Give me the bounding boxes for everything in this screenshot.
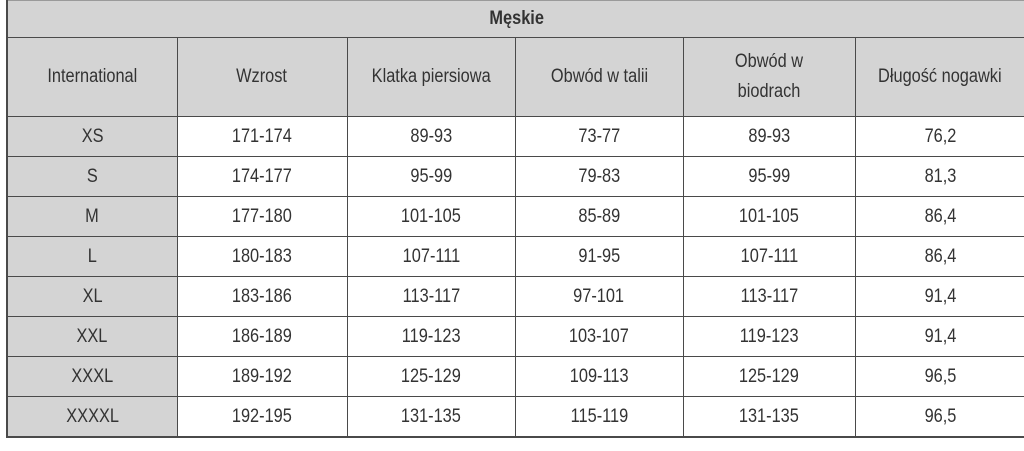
- table-cell-dlugosc-nogawki: [855, 277, 1024, 317]
- table-cell-wzrost: [177, 317, 347, 357]
- table-title: [7, 1, 1024, 38]
- cell-value: XL: [82, 285, 103, 307]
- table-cell-klatka-piersiowa: [347, 237, 515, 277]
- table-cell-klatka-piersiowa: [347, 197, 515, 237]
- table-row: [7, 237, 1024, 277]
- table-title-row: [7, 1, 1024, 38]
- table-cell-obwod-w-biodrach: [683, 277, 855, 317]
- table-cell-obwod-w-talii: [515, 357, 683, 397]
- cell-value: 125-129: [739, 365, 799, 387]
- cell-value: 125-129: [401, 365, 461, 387]
- cell-value: 113-117: [740, 285, 798, 307]
- cell-value: 192-195: [232, 405, 292, 427]
- table-cell-obwod-w-biodrach: [683, 117, 855, 157]
- column-header-wzrost: Wzrost: [177, 38, 347, 117]
- cell-value: L: [87, 245, 97, 267]
- table-cell-dlugosc-nogawki: [855, 317, 1024, 357]
- cell-value: 81,3: [924, 165, 956, 187]
- column-header-klatka-piersiowa: Klatka piersiowa: [347, 38, 515, 117]
- table-cell-wzrost: [177, 357, 347, 397]
- table-row: [7, 357, 1024, 397]
- table-cell-obwod-w-biodrach: [683, 157, 855, 197]
- cell-value: 119-123: [401, 325, 461, 347]
- column-header-dlugosc-nogawki: Długość nogawki: [855, 38, 1024, 117]
- cell-value: 171-174: [232, 125, 292, 147]
- cell-value: 91-95: [578, 245, 620, 267]
- table-cell-klatka-piersiowa: [347, 397, 515, 438]
- table-cell-obwod-w-biodrach: [683, 357, 855, 397]
- table-cell-dlugosc-nogawki: [855, 397, 1024, 438]
- cell-value: 91,4: [924, 325, 956, 347]
- cell-value: XXXXL: [65, 405, 119, 427]
- cell-value: 113-117: [402, 285, 460, 307]
- cell-value: 91,4: [924, 285, 956, 307]
- column-header-obwod-w-talii: Obwód w talii: [515, 38, 683, 117]
- table-row: [7, 317, 1024, 357]
- table-cell-size: [7, 117, 177, 157]
- cell-value: 73-77: [578, 125, 620, 147]
- table-row: [7, 117, 1024, 157]
- table-cell-size: [7, 357, 177, 397]
- table-cell-size: [7, 237, 177, 277]
- table-cell-klatka-piersiowa: [347, 317, 515, 357]
- cell-value: 89-93: [748, 125, 790, 147]
- cell-value: 86,4: [924, 245, 956, 267]
- cell-value: 96,5: [924, 365, 956, 387]
- size-chart-table: [6, 0, 1024, 438]
- column-header-obwod-w-biodrach: Obwód w biodrach: [683, 38, 855, 117]
- cell-value: 103-107: [569, 325, 629, 347]
- cell-value: 76,2: [924, 125, 956, 147]
- cell-value: 101-105: [739, 205, 799, 227]
- table-cell-klatka-piersiowa: [347, 277, 515, 317]
- table-row: [7, 397, 1024, 438]
- cell-value: 131-135: [401, 405, 461, 427]
- table-cell-obwod-w-talii: [515, 277, 683, 317]
- cell-value: XS: [81, 125, 104, 147]
- table-cell-size: [7, 157, 177, 197]
- cell-value: 180-183: [232, 245, 292, 267]
- table-body: [7, 117, 1024, 438]
- cell-value: 183-186: [232, 285, 292, 307]
- table-cell-klatka-piersiowa: [347, 357, 515, 397]
- table-cell-obwod-w-talii: [515, 117, 683, 157]
- table-cell-obwod-w-talii: [515, 397, 683, 438]
- table-cell-wzrost: [177, 397, 347, 438]
- table-row: [7, 277, 1024, 317]
- cell-value: 95-99: [748, 165, 790, 187]
- table-cell-dlugosc-nogawki: [855, 197, 1024, 237]
- table-cell-wzrost: [177, 157, 347, 197]
- table-cell-obwod-w-talii: [515, 157, 683, 197]
- cell-value: M: [85, 205, 100, 227]
- cell-value: 189-192: [232, 365, 292, 387]
- cell-value: 186-189: [232, 325, 292, 347]
- table-cell-dlugosc-nogawki: [855, 357, 1024, 397]
- column-header-row: [7, 38, 1024, 117]
- cell-value: 79-83: [578, 165, 620, 187]
- cell-value: XXL: [76, 325, 108, 347]
- cell-value: 174-177: [232, 165, 292, 187]
- cell-value: XXXL: [71, 365, 114, 387]
- cell-value: 96,5: [924, 405, 956, 427]
- table-cell-size: [7, 397, 177, 438]
- table-title-text: Męskie: [488, 8, 544, 29]
- table-cell-size: [7, 317, 177, 357]
- table-cell-obwod-w-talii: [515, 197, 683, 237]
- table-cell-obwod-w-talii: [515, 237, 683, 277]
- cell-value: 86,4: [924, 205, 956, 227]
- table-cell-dlugosc-nogawki: [855, 237, 1024, 277]
- cell-value: 109-113: [569, 365, 629, 387]
- cell-value: 97-101: [573, 285, 625, 307]
- table-cell-dlugosc-nogawki: [855, 117, 1024, 157]
- table-row: [7, 157, 1024, 197]
- table-row: [7, 197, 1024, 237]
- table-cell-wzrost: [177, 277, 347, 317]
- table-cell-wzrost: [177, 117, 347, 157]
- cell-value: 115-119: [570, 405, 628, 427]
- table-cell-obwod-w-biodrach: [683, 397, 855, 438]
- cell-value: 177-180: [232, 205, 292, 227]
- cell-value: 107-111: [402, 245, 460, 267]
- cell-value: 119-123: [739, 325, 799, 347]
- column-header-international: International: [7, 38, 177, 117]
- table-cell-wzrost: [177, 237, 347, 277]
- table-cell-obwod-w-biodrach: [683, 237, 855, 277]
- table-cell-obwod-w-talii: [515, 317, 683, 357]
- table-cell-size: [7, 197, 177, 237]
- table-cell-wzrost: [177, 197, 347, 237]
- cell-value: 89-93: [410, 125, 452, 147]
- cell-value: 107-111: [740, 245, 798, 267]
- cell-value: 131-135: [739, 405, 799, 427]
- table-cell-dlugosc-nogawki: [855, 157, 1024, 197]
- cell-value: 95-99: [410, 165, 452, 187]
- cell-value: S: [86, 165, 98, 187]
- table-cell-obwod-w-biodrach: [683, 317, 855, 357]
- table-cell-klatka-piersiowa: [347, 157, 515, 197]
- cell-value: 85-89: [578, 205, 620, 227]
- table-cell-size: [7, 277, 177, 317]
- table-cell-klatka-piersiowa: [347, 117, 515, 157]
- cell-value: 101-105: [401, 205, 461, 227]
- table-cell-obwod-w-biodrach: [683, 197, 855, 237]
